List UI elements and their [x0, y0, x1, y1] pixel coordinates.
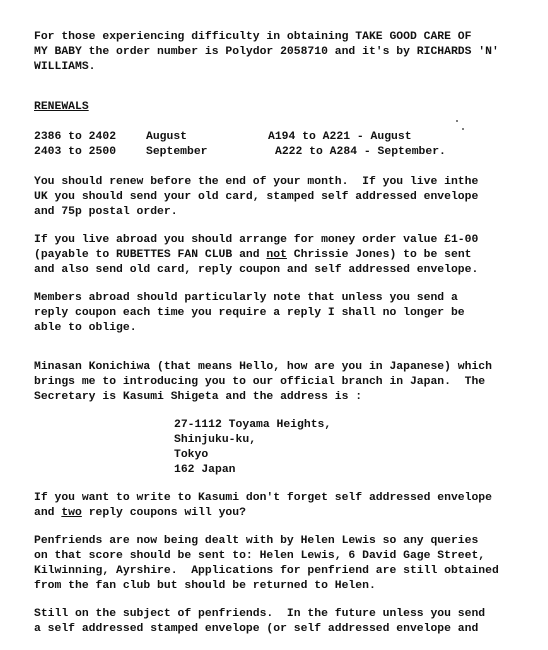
para-still-line: a self addressed stamped envelope (or self addressed envelope and: [34, 623, 479, 635]
renewal-month: August: [146, 131, 188, 143]
para-penfriends-line: from the fan club but should be returned to Helen.: [34, 580, 376, 592]
para-abroad-line: and also send old card, reply coupon and self addressed envelope.: [34, 264, 479, 276]
para-kasumi-text: reply coupons will you?: [81, 507, 246, 519]
renewal-month: September: [146, 146, 208, 158]
para-members-line: reply coupon each time you require a reply I shall no longer be: [34, 307, 465, 319]
renewal-range: 2403 to 2500: [34, 146, 117, 158]
address-line: 162 Japan: [174, 464, 236, 476]
para-members-line: Members abroad should particularly note that unless you send a: [34, 292, 458, 304]
paper-speck: [456, 120, 458, 122]
intro-line: MY BABY the order number is Polydor 2058710 and it's by RICHARDS 'N': [34, 46, 499, 58]
para-kasumi-line: If you want to write to Kasumi don't forget self addressed envelope: [34, 492, 492, 504]
address-line: Tokyo: [174, 449, 209, 461]
paper-speck: [462, 128, 464, 130]
para-uk-line: and 75p postal order.: [34, 206, 178, 218]
para-abroad-line: If you live abroad you should arrange for money order value £1-00: [34, 234, 479, 246]
para-abroad-text: Chrissie Jones) to be sent: [286, 249, 472, 261]
para-penfriends-line: Kilwinning, Ayrshire. Applications for penfriend are still obtained: [34, 565, 499, 577]
para-uk-line: UK you should send your old card, stamped self addressed envelope: [34, 191, 479, 203]
para-still-line: Still on the subject of penfriends. In the future unless you send: [34, 608, 486, 620]
para-penfriends-line: on that score should be sent to: Helen Lewis, 6 David Gage Street,: [34, 550, 486, 562]
para-penfriends-line: Penfriends are now being dealt with by Helen Lewis so any queries: [34, 535, 479, 547]
para-abroad-line: [34, 248, 472, 263]
para-kasumi-text: and: [34, 507, 62, 519]
para-abroad-text: (payable to RUBETTES FAN CLUB and: [34, 249, 267, 261]
intro-line: For those experiencing difficulty in obtaining TAKE GOOD CARE OF: [34, 31, 472, 43]
renewal-range: 2386 to 2402: [34, 131, 117, 143]
emphasis-two: two: [61, 507, 82, 519]
renewal-alt: A222 to A284 - September.: [275, 146, 446, 158]
para-japan-line: Minasan Konichiwa (that means Hello, how are you in Japanese) which: [34, 361, 492, 373]
para-japan-line: Secretary is Kasumi Shigeta and the address is :: [34, 391, 363, 403]
para-kasumi-line: [34, 506, 246, 521]
renewals-heading: RENEWALS: [34, 101, 89, 113]
para-uk-line: You should renew before the end of your month. If you live inthe: [34, 176, 479, 188]
address-line: Shinjuku-ku,: [174, 434, 257, 446]
emphasis-not: not: [266, 249, 287, 261]
para-japan-line: brings me to introducing you to our official branch in Japan. The: [34, 376, 486, 388]
para-members-line: able to oblige.: [34, 322, 137, 334]
intro-line: WILLIAMS.: [34, 61, 96, 73]
address-line: 27-1112 Toyama Heights,: [174, 419, 332, 431]
renewal-alt: A194 to A221 - August: [268, 131, 412, 143]
